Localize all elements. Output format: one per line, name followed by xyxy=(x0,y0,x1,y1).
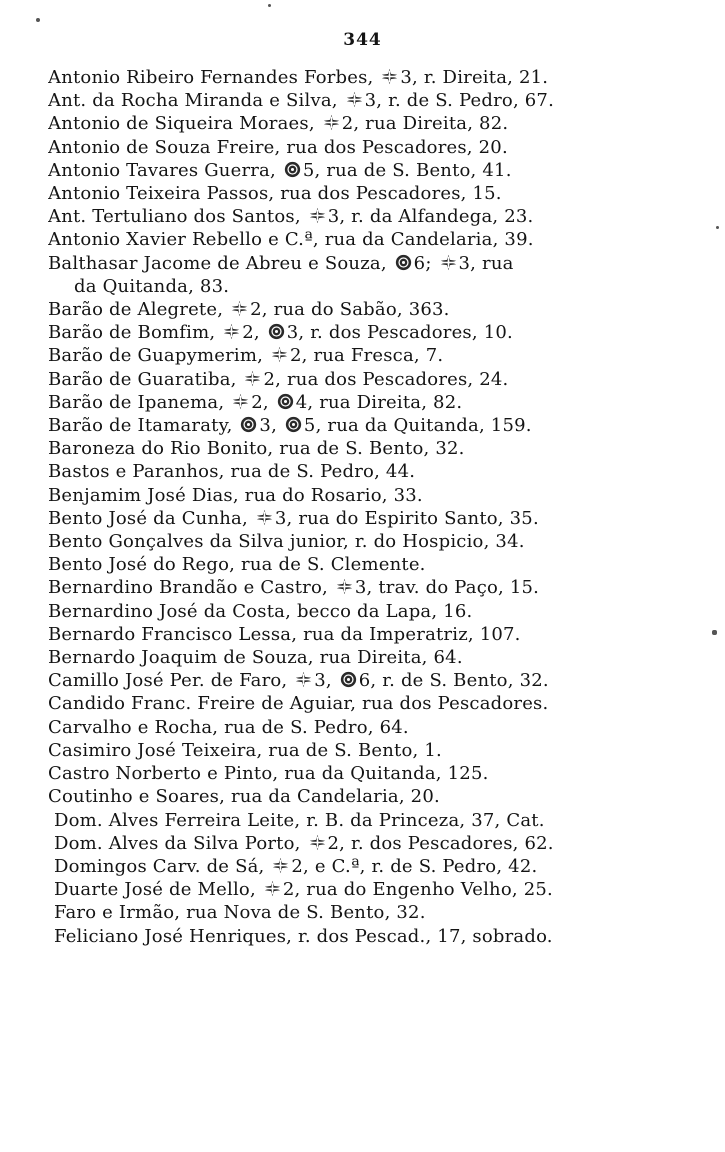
directory-entry xyxy=(48,785,708,808)
entry-text: 3, xyxy=(259,415,283,437)
directory-entry xyxy=(48,925,708,948)
entry-text: Barão de Bomfim, xyxy=(48,322,222,344)
directory-entry xyxy=(48,809,708,832)
entry-text: Candido Franc. Freire de Aguiar, rua dos Pescadores. xyxy=(48,693,549,715)
entry-text: Coutinho e Soares, rua da Candelaria, 20. xyxy=(48,786,440,808)
order-cross-icon xyxy=(323,114,340,131)
entry-text: Benjamim José Dias, rua do Rosario, 33. xyxy=(48,484,423,506)
paper-speck xyxy=(36,18,40,22)
order-cross-icon xyxy=(309,834,326,851)
entry-text: Antonio Xavier Rebello e C.ª, rua da Candelaria, 39. xyxy=(48,229,534,251)
order-rosette-icon xyxy=(268,323,285,340)
entry-text: 4, rua Direita, 82. xyxy=(295,391,463,413)
order-cross-icon xyxy=(223,323,240,340)
entry-text: Ant. da Rocha Miranda e Silva, xyxy=(48,90,344,112)
directory-entry xyxy=(48,112,708,135)
page-number: 344 xyxy=(343,30,382,50)
order-cross-icon xyxy=(264,880,281,897)
directory-entry xyxy=(48,66,708,89)
entry-text: 2, xyxy=(251,391,275,413)
entry-text: Barão de Ipanema, xyxy=(48,391,231,413)
entry-text: 6, r. de S. Bento, 32. xyxy=(358,670,549,692)
entry-text: 3, rua do Espirito Santo, 35. xyxy=(274,507,539,529)
directory-entry xyxy=(48,832,708,855)
entry-text: Dom. Alves da Silva Porto, xyxy=(54,832,307,854)
directory-entry xyxy=(48,321,708,344)
order-cross-icon xyxy=(336,578,353,595)
entry-text: Feliciano José Henriques, r. dos Pescad., 17, sobrado. xyxy=(54,925,553,947)
entry-text: Antonio de Souza Freire, rua dos Pescadores, 20. xyxy=(48,136,508,158)
entry-text: 3, r. Direita, 21. xyxy=(400,67,549,88)
directory-entry xyxy=(48,692,708,715)
order-cross-icon xyxy=(232,393,249,410)
order-cross-icon xyxy=(231,300,248,317)
entry-text: 5, rua da Quitanda, 159. xyxy=(303,415,532,437)
directory-entry xyxy=(48,600,708,623)
entry-text: Barão de Guapymerim, xyxy=(48,345,269,367)
entry-text: Bernardo Joaquim de Souza, rua Direita, 64. xyxy=(48,647,463,669)
entry-text: Faro e Irmão, rua Nova de S. Bento, 32. xyxy=(54,902,426,924)
entry-text: 2, rua do Engenho Velho, 25. xyxy=(282,879,553,901)
entry-text: Camillo José Per. de Faro, xyxy=(48,670,294,692)
entry-text: Bernardino Brandão e Castro, xyxy=(48,577,334,599)
directory-entry xyxy=(48,252,708,298)
order-cross-icon xyxy=(295,671,312,688)
directory-entry xyxy=(48,484,708,507)
entry-text: Castro Norberto e Pinto, rua da Quitanda, 125. xyxy=(48,763,489,785)
entry-text: Carvalho e Rocha, rua de S. Pedro, 64. xyxy=(48,716,409,738)
directory-entry xyxy=(48,368,708,391)
order-cross-icon xyxy=(272,857,289,874)
entry-text: 2, rua Direita, 82. xyxy=(341,113,509,135)
entry-text: 3, r. de S. Pedro, 67. xyxy=(364,90,555,112)
entry-text: Bento José da Cunha, xyxy=(48,507,254,529)
directory-entry xyxy=(48,762,708,785)
entry-text: Bernardo Francisco Lessa, rua da Imperatriz, 107. xyxy=(48,623,521,645)
directory-list xyxy=(48,66,708,948)
directory-entry xyxy=(48,205,708,228)
entry-text: Antonio Tavares Guerra, xyxy=(48,159,282,181)
directory-entry xyxy=(48,507,708,530)
entry-text: Balthasar Jacome de Abreu e Souza, xyxy=(48,252,393,274)
entry-text: Antonio Ribeiro Fernandes Forbes, xyxy=(48,67,380,88)
directory-entry xyxy=(48,159,708,182)
directory-entry xyxy=(48,391,708,414)
order-cross-icon xyxy=(271,346,288,363)
order-cross-icon xyxy=(440,254,457,271)
entry-text: Bastos e Paranhos, rua de S. Pedro, 44. xyxy=(48,461,416,483)
entry-text: 3, r. dos Pescadores, 10. xyxy=(286,322,513,344)
entry-text: 3, xyxy=(314,670,338,692)
directory-entry xyxy=(48,460,708,483)
directory-entry xyxy=(48,855,708,878)
entry-text: Domingos Carv. de Sá, xyxy=(54,855,271,877)
directory-entry xyxy=(48,576,708,599)
directory-entry xyxy=(48,901,708,924)
entry-text: Ant. Tertuliano dos Santos, xyxy=(48,206,307,228)
directory-entry xyxy=(48,414,708,437)
entry-text: 2, rua do Sabão, 363. xyxy=(250,299,450,321)
entry-text: Antonio de Siqueira Moraes, xyxy=(48,113,321,135)
directory-entry xyxy=(48,878,708,901)
entry-text: Duarte José de Mello, xyxy=(54,879,262,901)
entry-text: Antonio Teixeira Passos, rua dos Pescadores, 15. xyxy=(48,183,502,205)
entry-text: 2, r. dos Pescadores, 62. xyxy=(327,832,554,854)
directory-entry xyxy=(48,344,708,367)
directory-entry xyxy=(48,646,708,669)
order-cross-icon xyxy=(309,207,326,224)
paper-speck xyxy=(716,226,719,229)
directory-entry xyxy=(48,182,708,205)
entry-text: 3, rua xyxy=(458,252,514,274)
order-rosette-icon xyxy=(340,671,357,688)
directory-entry xyxy=(48,623,708,646)
paper-speck xyxy=(268,4,271,7)
entry-text: 2, rua Fresca, 7. xyxy=(289,345,444,367)
order-cross-icon xyxy=(244,370,261,387)
order-rosette-icon xyxy=(240,416,257,433)
directory-entry xyxy=(48,530,708,553)
directory-entry xyxy=(48,228,708,251)
entry-text: Bento Gonçalves da Silva junior, r. do Hospicio, 34. xyxy=(48,531,525,553)
entry-continuation: da Quitanda, 83. xyxy=(74,275,230,297)
entry-text: Bernardino José da Costa, becco da Lapa, 16. xyxy=(48,600,473,622)
entry-text: 3, r. da Alfandega, 23. xyxy=(327,206,534,228)
entry-text: 2, e C.ª, r. de S. Pedro, 42. xyxy=(291,855,538,877)
order-cross-icon xyxy=(381,68,398,85)
directory-entry xyxy=(48,739,708,762)
order-cross-icon xyxy=(256,509,273,526)
directory-entry xyxy=(48,437,708,460)
entry-text: Baroneza do Rio Bonito, rua de S. Bento, 32. xyxy=(48,438,465,460)
entry-text: 3, trav. do Paço, 15. xyxy=(354,577,540,599)
directory-entry xyxy=(48,298,708,321)
order-rosette-icon xyxy=(284,161,301,178)
directory-entry xyxy=(48,136,708,159)
entry-text: Dom. Alves Ferreira Leite, r. B. da Princeza, 37, Cat. xyxy=(54,809,545,831)
entry-text: Barão de Itamaraty, xyxy=(48,415,239,437)
entry-text: Casimiro José Teixeira, rua de S. Bento, 1. xyxy=(48,739,442,761)
entry-text: Barão de Guaratiba, xyxy=(48,368,243,390)
paper-speck xyxy=(712,630,717,635)
order-rosette-icon xyxy=(395,254,412,271)
entry-text: 5, rua de S. Bento, 41. xyxy=(302,159,512,181)
directory-entry xyxy=(48,89,708,112)
entry-text: Barão de Alegrete, xyxy=(48,299,230,321)
directory-entry xyxy=(48,716,708,739)
order-rosette-icon xyxy=(277,393,294,410)
directory-entry xyxy=(48,669,708,692)
entry-text: 6; xyxy=(413,252,438,274)
entry-text: 2, xyxy=(242,322,266,344)
entry-text: 2, rua dos Pescadores, 24. xyxy=(263,368,509,390)
order-cross-icon xyxy=(346,91,363,108)
entry-text: Bento José do Rego, rua de S. Clemente. xyxy=(48,554,426,576)
order-rosette-icon xyxy=(285,416,302,433)
directory-entry xyxy=(48,553,708,576)
